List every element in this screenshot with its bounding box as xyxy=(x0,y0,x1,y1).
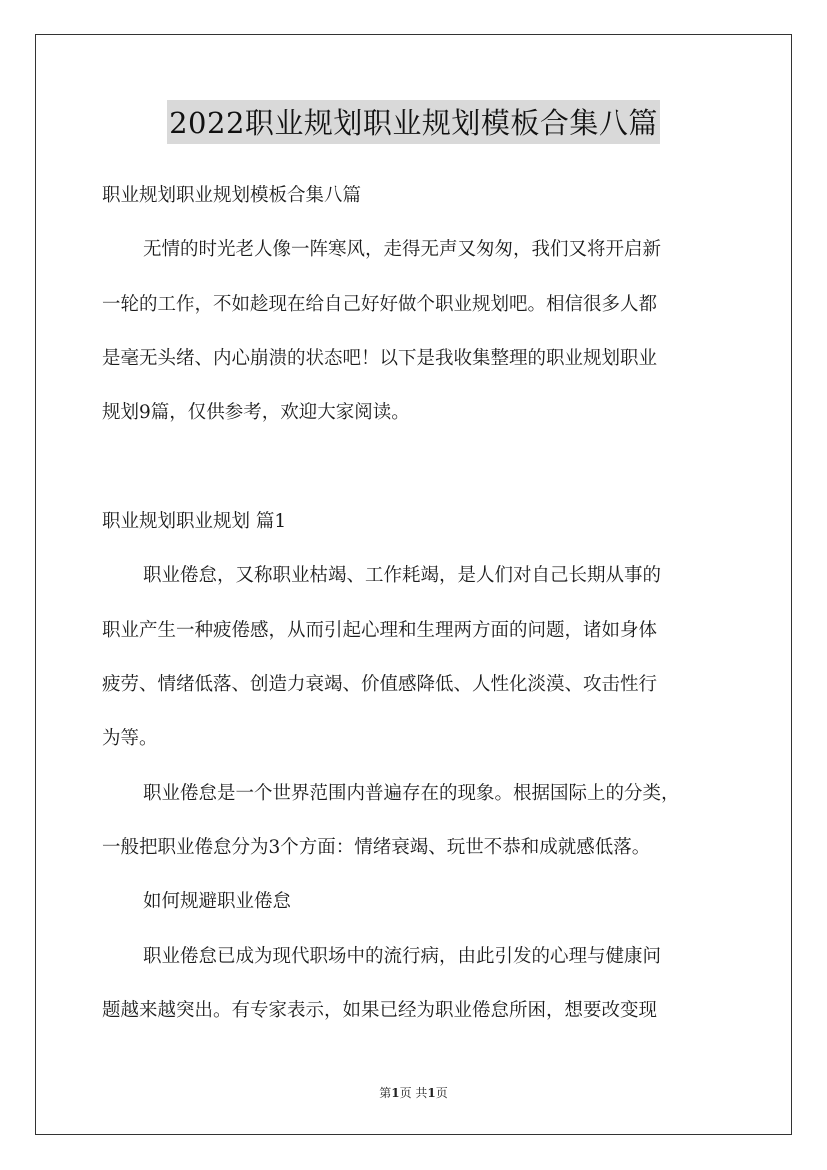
paragraph-line: 为等。 xyxy=(102,728,158,749)
paragraph-line: 是毫无头绪、内心崩溃的状态吧！以下是我收集整理的职业规划职业 xyxy=(102,348,658,369)
paragraph-line: 职业产生一种疲倦感，从而引起心理和生理两方面的问题，诸如身体 xyxy=(102,620,658,641)
paragraph-line: 疲劳、情绪低落、创造力衰竭、价值感降低、人性化淡漠、攻击性行 xyxy=(102,674,658,695)
paragraph-line: 职业倦怠已成为现代职场中的流行病，由此引发的心理与健康问 xyxy=(143,946,662,967)
paragraph-line: 规划9篇，仅供参考，欢迎大家阅读。 xyxy=(102,402,410,423)
document-title: 2022职业规划职业规划模板合集八篇 xyxy=(167,100,660,144)
footer-total-pages: 1 xyxy=(427,1086,436,1100)
paragraph-line: 无情的时光老人像一阵寒风，走得无声又匆匆，我们又将开启新 xyxy=(143,239,662,260)
footer-current-page: 1 xyxy=(391,1086,400,1100)
title-container xyxy=(0,100,827,144)
paragraph-line: 职业倦怠，又称职业枯竭、工作耗竭，是人们对自己长期从事的 xyxy=(143,565,662,586)
footer-suffix: 页 xyxy=(435,1086,448,1100)
subtitle-line: 职业规划职业规划模板合集八篇 xyxy=(102,185,362,206)
footer-mid: 页 共 xyxy=(399,1086,428,1100)
paragraph-line: 一般把职业倦怠分为3个方面：情绪衰竭、玩世不恭和成就感低落。 xyxy=(102,837,651,858)
paragraph-line: 题越来越突出。有专家表示，如果已经为职业倦怠所困，想要改变现 xyxy=(102,1000,658,1021)
section-heading: 职业规划职业规划 篇1 xyxy=(102,511,287,532)
paragraph-line: 一轮的工作，不如趁现在给自己好好做个职业规划吧。相信很多人都 xyxy=(102,294,658,315)
page-footer xyxy=(0,1084,827,1101)
footer-prefix: 第 xyxy=(379,1086,392,1100)
subheading-line: 如何规避职业倦怠 xyxy=(143,891,292,912)
paragraph-line: 职业倦怠是一个世界范围内普遍存在的现象。根据国际上的分类， xyxy=(143,783,680,804)
